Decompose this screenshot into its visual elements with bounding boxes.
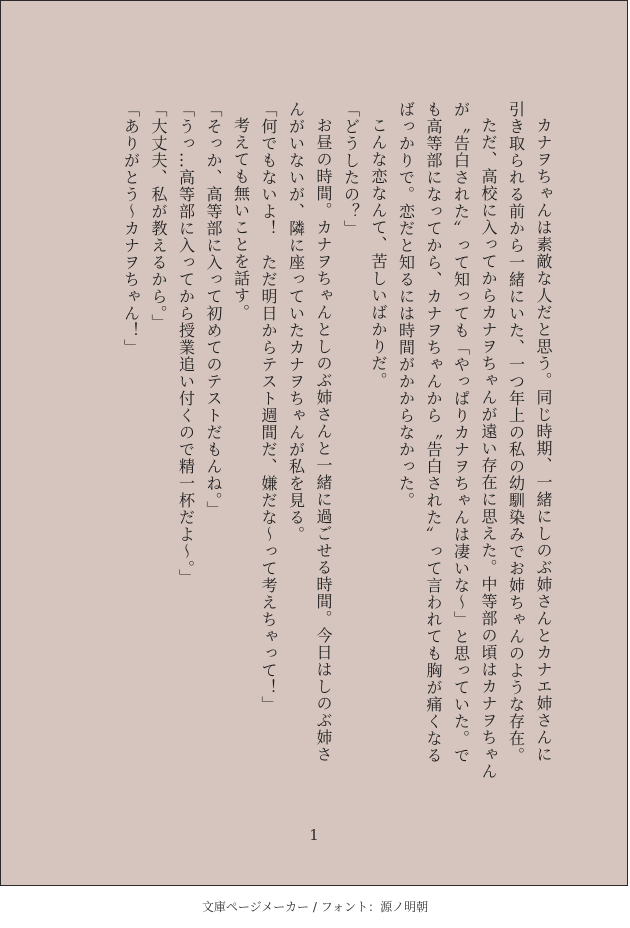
dialogue-line: 「大丈夫、私が教えるから。」: [149, 101, 168, 331]
text-line: も高等部になってから、カナヲちゃんから〝告白された〟って言われても胸が痛くなる: [424, 101, 443, 764]
text-line: が〝告白された〟って知っても「やっぱりカナヲちゃんは凄いな〜」と思っていた。で: [451, 101, 471, 764]
dialogue-line: 「何でもないよ！ ただ明日からテスト週間だ、嫌だな〜って考えちゃって！」: [259, 101, 278, 713]
text-line: んがいないが、隣に座っていたカナヲちゃんが私を見る。: [286, 101, 306, 543]
vertical-text-body: [117, 101, 557, 781]
dialogue-line: 「ありがとう〜カナヲちゃん！」: [121, 101, 141, 356]
text-line: ただ、高校に入ってからカナヲちゃんが遠い存在に思えた。中等部の頃はカナヲちゃん: [479, 117, 498, 780]
dialogue-line: 「そっか、高等部に入って初めてのテストだもんね。」: [204, 101, 223, 518]
text-line: お昼の時間。カナヲちゃんとしのぶ姉さんと一緒に過ごせる時間。今日はしのぶ姉さ: [314, 117, 333, 763]
text-line: こんな恋なんて、苦しいばかりだ。: [369, 117, 388, 389]
text-line: 引き取られる前から一緒にいた、一つ年上の私の幼馴染みでお姉ちゃんのような存在。: [506, 101, 526, 764]
footer-credit: 文庫ページメーカー / フォント：源ノ明朝: [201, 900, 429, 914]
text-line: カナヲちゃんは素敵な人だと思う。同じ時期、一緒にしのぶ姉さんとカナエ姉さんに: [534, 117, 553, 763]
dialogue-line: 「どうしたの？」: [341, 101, 361, 237]
text-line: 考えても無いことを話す。: [231, 117, 251, 321]
dialogue-line: 「うっ…高等部に入ってから授業追い付くので精一杯だよ〜。」: [176, 101, 196, 586]
page-number: 1: [309, 826, 319, 844]
text-line: ばっかりで。恋だと知るには時間がかからなかった。: [396, 101, 416, 509]
